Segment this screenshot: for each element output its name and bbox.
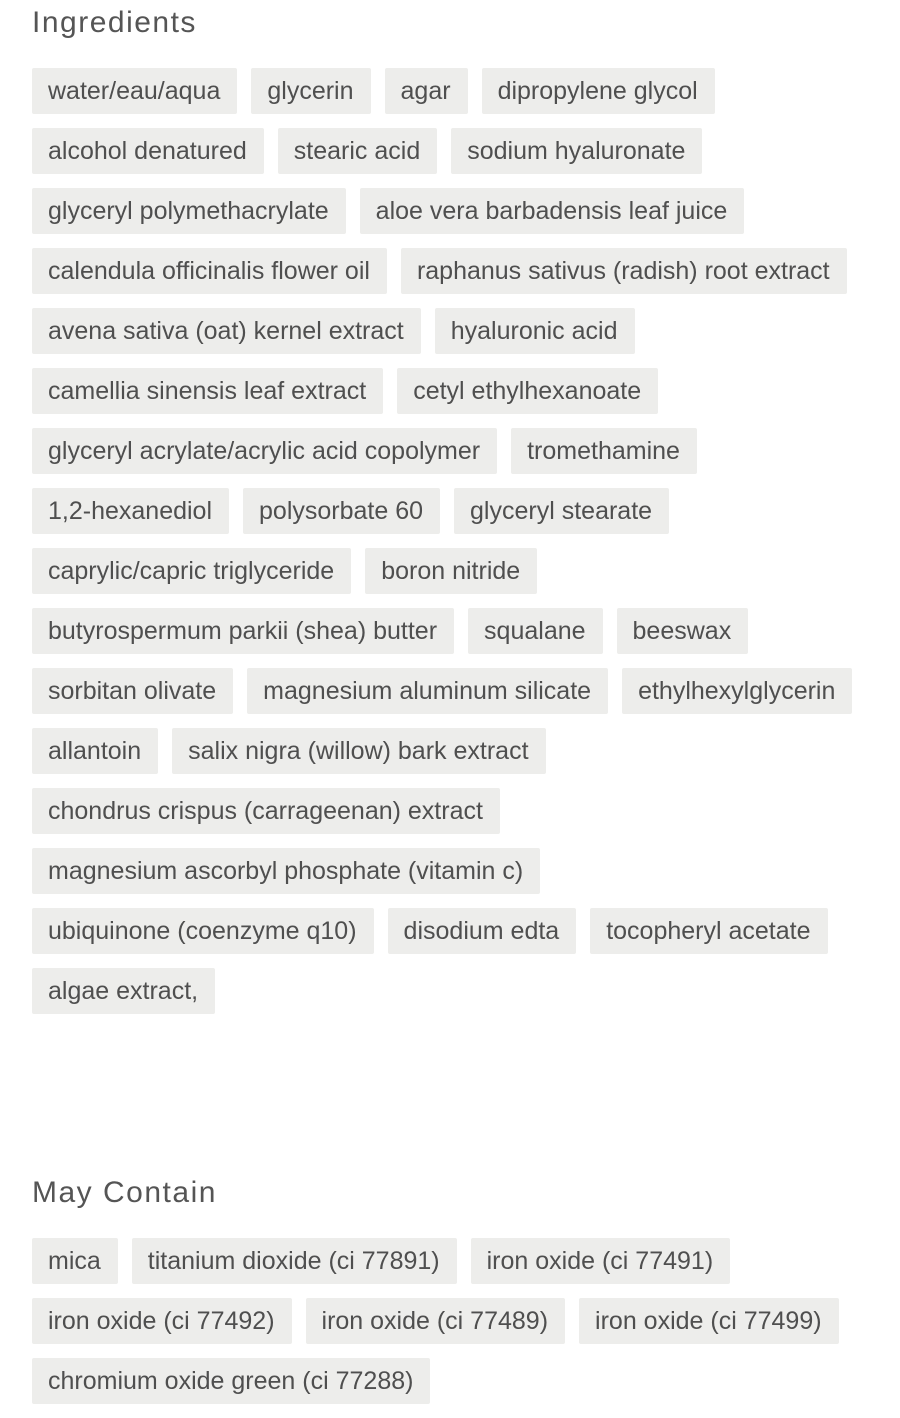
ingredient-tag[interactable]: ethylhexylglycerin — [622, 668, 852, 714]
ingredient-tag[interactable]: dipropylene glycol — [482, 68, 715, 114]
ingredient-tag[interactable]: disodium edta — [388, 908, 577, 954]
may-contain-tag-list — [32, 1238, 882, 1404]
ingredient-tag[interactable]: polysorbate 60 — [243, 488, 440, 534]
ingredient-tag[interactable]: magnesium aluminum silicate — [247, 668, 608, 714]
ingredient-tag[interactable]: magnesium ascorbyl phosphate (vitamin c) — [32, 848, 540, 894]
may-contain-tag[interactable]: iron oxide (ci 77499) — [579, 1298, 839, 1344]
ingredient-tag[interactable]: allantoin — [32, 728, 158, 774]
ingredient-tag[interactable]: raphanus sativus (radish) root extract — [401, 248, 847, 294]
ingredient-tag[interactable]: sorbitan olivate — [32, 668, 233, 714]
ingredient-tag[interactable]: boron nitride — [365, 548, 537, 594]
ingredient-tag[interactable]: chondrus crispus (carrageenan) extract — [32, 788, 500, 834]
ingredients-tag-list — [32, 68, 882, 1014]
ingredient-tag[interactable]: glyceryl polymethacrylate — [32, 188, 346, 234]
ingredient-tag[interactable]: water/eau/aqua — [32, 68, 237, 114]
may-contain-tag[interactable]: iron oxide (ci 77492) — [32, 1298, 292, 1344]
may-contain-heading: May Contain — [32, 1176, 217, 1209]
ingredient-tag[interactable]: alcohol denatured — [32, 128, 264, 174]
ingredient-tag[interactable]: 1,2-hexanediol — [32, 488, 229, 534]
ingredient-tag[interactable]: avena sativa (oat) kernel extract — [32, 308, 421, 354]
may-contain-tag[interactable]: chromium oxide green (ci 77288) — [32, 1358, 430, 1404]
ingredient-tag[interactable]: tromethamine — [511, 428, 697, 474]
ingredients-heading: Ingredients — [32, 6, 197, 39]
ingredient-tag[interactable]: glycerin — [251, 68, 370, 114]
ingredient-tag[interactable]: salix nigra (willow) bark extract — [172, 728, 545, 774]
may-contain-tag[interactable]: titanium dioxide (ci 77891) — [132, 1238, 457, 1284]
ingredient-tag[interactable]: calendula officinalis flower oil — [32, 248, 387, 294]
ingredient-tag[interactable]: glyceryl acrylate/acrylic acid copolymer — [32, 428, 497, 474]
ingredient-tag[interactable]: agar — [385, 68, 468, 114]
may-contain-section — [32, 1170, 882, 1404]
ingredient-tag[interactable]: caprylic/capric triglyceride — [32, 548, 351, 594]
ingredient-tag[interactable]: hyaluronic acid — [435, 308, 635, 354]
ingredient-tag[interactable]: aloe vera barbadensis leaf juice — [360, 188, 745, 234]
ingredient-tag[interactable]: ubiquinone (coenzyme q10) — [32, 908, 374, 954]
ingredient-tag[interactable]: cetyl ethylhexanoate — [397, 368, 658, 414]
may-contain-tag[interactable]: iron oxide (ci 77491) — [471, 1238, 731, 1284]
ingredient-tag[interactable]: algae extract, — [32, 968, 215, 1014]
may-contain-tag[interactable]: iron oxide (ci 77489) — [306, 1298, 566, 1344]
ingredient-tag[interactable]: squalane — [468, 608, 602, 654]
ingredient-tag[interactable]: butyrospermum parkii (shea) butter — [32, 608, 454, 654]
ingredients-section — [32, 0, 882, 1014]
ingredient-tag[interactable]: camellia sinensis leaf extract — [32, 368, 383, 414]
ingredient-tag[interactable]: stearic acid — [278, 128, 437, 174]
ingredient-tag[interactable]: tocopheryl acetate — [590, 908, 827, 954]
may-contain-tag[interactable]: mica — [32, 1238, 118, 1284]
ingredient-tag[interactable]: glyceryl stearate — [454, 488, 669, 534]
ingredient-tag[interactable]: beeswax — [617, 608, 749, 654]
ingredient-tag[interactable]: sodium hyaluronate — [451, 128, 702, 174]
